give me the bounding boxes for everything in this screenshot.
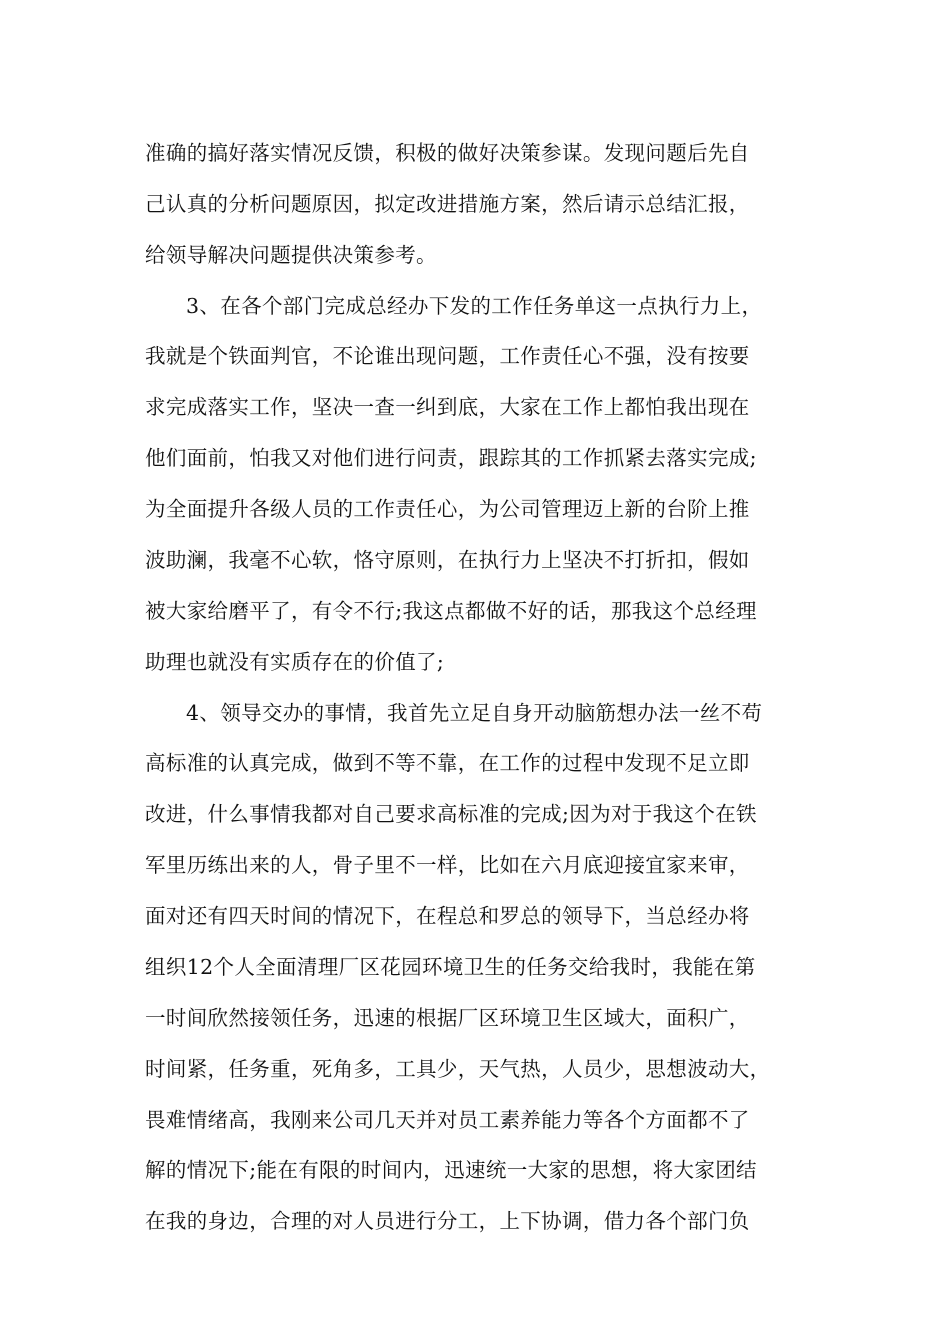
- text-line: 在我的身边，合理的对人员进行分工，上下协调，借力各个部门负: [145, 1209, 750, 1233]
- paragraph-4-first-line: 4、领导交办的事情，我首先立足自身开动脑筋想办法一丝不苟: [186, 701, 763, 725]
- text-line: 求完成落实工作，坚决一查一纠到底，大家在工作上都怕我出现在: [145, 395, 750, 419]
- text-line: 为全面提升各级人员的工作责任心，为公司管理迈上新的台阶上推: [145, 497, 750, 521]
- text-line: 畏难情绪高，我刚来公司几天并对员工素养能力等各个方面都不了: [145, 1108, 750, 1132]
- text-line: 给领导解决问题提供决策参考。: [145, 243, 437, 267]
- text-line: 组织12个人全面清理厂区花园环境卫生的任务交给我时，我能在第: [145, 955, 756, 979]
- text-line: 被大家给磨平了，有令不行;我这点都做不好的话，那我这个总经理: [145, 599, 757, 623]
- text-line: 助理也就没有实质存在的价值了;: [145, 650, 445, 674]
- text-line: 他们面前，怕我又对他们进行问责，跟踪其的工作抓紧去落实完成;: [145, 446, 757, 470]
- text-line: 波助澜，我毫不心软，恪守原则，在执行力上坚决不打折扣，假如: [145, 548, 750, 572]
- text-line: 准确的搞好落实情况反馈，积极的做好决策参谋。发现问题后先自: [145, 141, 750, 165]
- paragraph-3-first-line: 3、在各个部门完成总经办下发的工作任务单这一点执行力上，: [186, 294, 763, 318]
- text-line: 解的情况下;能在有限的时间内，迅速统一大家的思想，将大家团结: [145, 1158, 757, 1182]
- text-line: 我就是个铁面判官，不论谁出现问题，工作责任心不强，没有按要: [145, 344, 750, 368]
- text-line: 时间紧，任务重，死角多，工具少，天气热，人员少，思想波动大，: [145, 1057, 771, 1081]
- text-line: 高标准的认真完成，做到不等不靠，在工作的过程中发现不足立即: [145, 751, 750, 775]
- text-line: 改进，什么事情我都对自己要求高标准的完成;因为对于我这个在铁: [145, 802, 757, 826]
- text-line: 一时间欣然接领任务，迅速的根据厂区环境卫生区域大，面积广，: [145, 1006, 750, 1030]
- text-line: 己认真的分析问题原因，拟定改进措施方案，然后请示总结汇报，: [145, 192, 750, 216]
- text-line: 面对还有四天时间的情况下，在程总和罗总的领导下，当总经办将: [145, 904, 750, 928]
- text-line: 军里历练出来的人，骨子里不一样，比如在六月底迎接宜家来审，: [145, 853, 750, 877]
